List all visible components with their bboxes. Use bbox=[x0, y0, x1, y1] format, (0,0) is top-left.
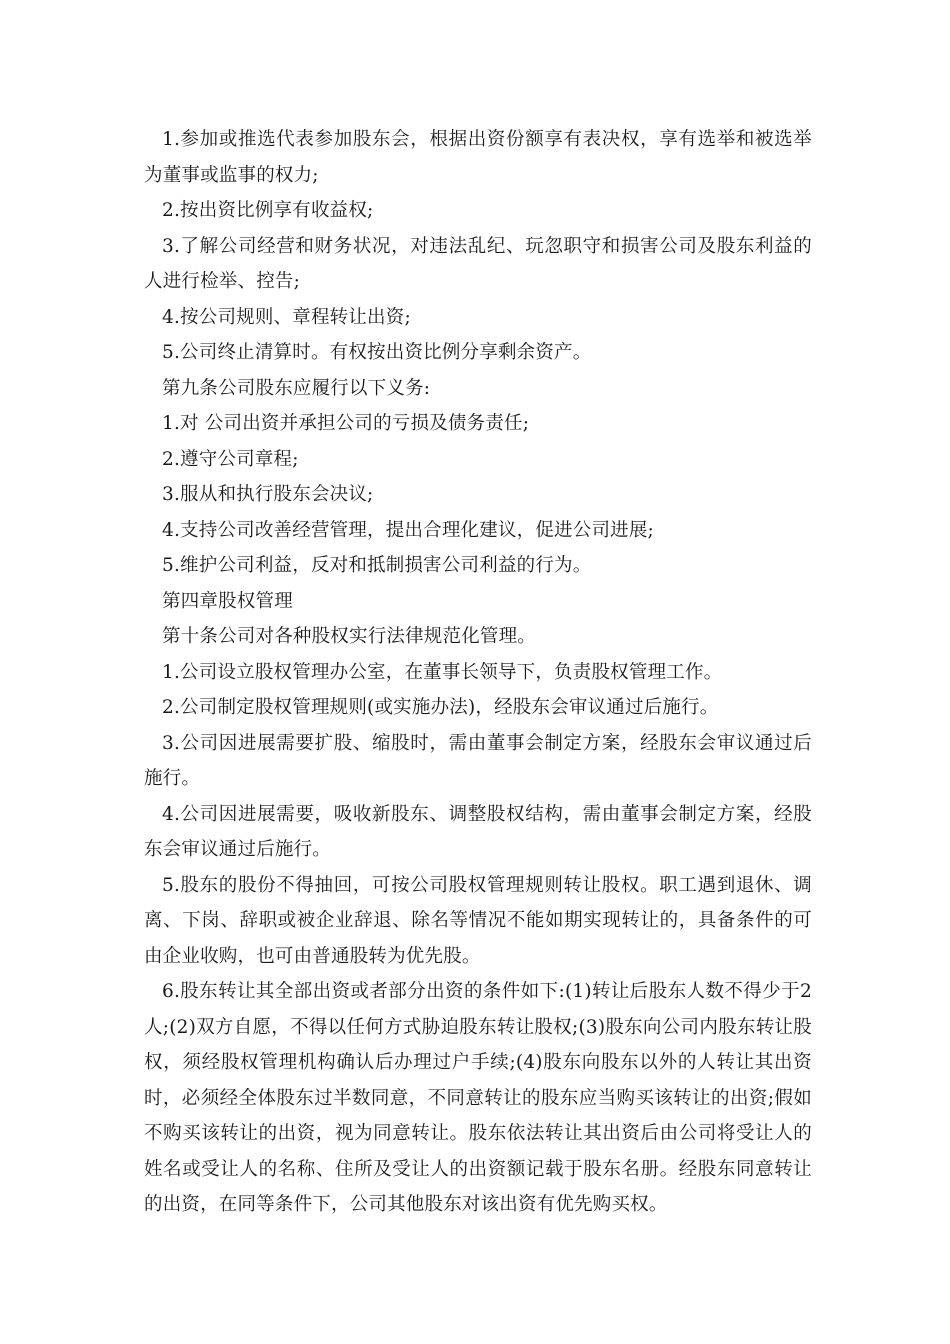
paragraph-shareholder-right-5: 5.公司终止清算时。有权按出资比例分享剩余资产。 bbox=[162, 342, 592, 363]
paragraph-equity-5: 5.股东的股份不得抽回，可按公司股权管理规则转让股权。职工遇到退休、调离、下岗、辞职或被企业辞退、除名等情况不能如期实现转让的，具备条件的可由企业收购，也可由普通股转为优先股。 bbox=[144, 874, 812, 967]
paragraph-obligation-2: 2.遵守公司章程; bbox=[162, 448, 299, 470]
article-9-heading: 第九条公司股东应履行以下义务: bbox=[162, 377, 431, 399]
paragraph-obligation-3: 3.服从和执行股东会决议; bbox=[162, 484, 374, 505]
paragraph-equity-4: 4.公司因进展需要，吸收新股东、调整股权结构，需由董事会制定方案，经股东会审议通过后施行。 bbox=[144, 803, 812, 860]
paragraph-obligation-1: 1.对 公司出资并承担公司的亏损及债务责任; bbox=[162, 413, 530, 434]
chapter-4-heading: 第四章股权管理 bbox=[162, 590, 293, 612]
paragraph-obligation-4: 4.支持公司改善经营管理，提出合理化建议，促进公司进展; bbox=[162, 519, 654, 541]
article-10-heading: 第十条公司对各种股权实行法律规范化管理。 bbox=[162, 626, 537, 647]
paragraph-equity-2: 2.公司制定股权管理规则(或实施办法)，经股东会审议通过后施行。 bbox=[162, 697, 719, 718]
paragraph-equity-3: 3.公司因进展需要扩股、缩股时，需由董事会制定方案，经股东会审议通过后施行。 bbox=[144, 732, 812, 789]
document-body bbox=[144, 122, 812, 1223]
paragraph-shareholder-right-4: 4.按公司规则、章程转让出资; bbox=[162, 306, 411, 328]
paragraph-shareholder-right-2: 2.按出资比例享有收益权; bbox=[162, 200, 374, 221]
paragraph-shareholder-right-3: 3.了解公司经营和财务状况，对违法乱纪、玩忽职守和损害公司及股东利益的人进行检举、控告; bbox=[144, 235, 812, 292]
paragraph-equity-1: 1.公司设立股权管理办公室，在董事长领导下，负责股权管理工作。 bbox=[162, 661, 723, 683]
paragraph-equity-6: 6.股东转让其全部出资或者部分出资的条件如下:(1)转让后股东人数不得少于2人;(2)双方自愿，不得以任何方式胁迫股东转让股权;(3)股东向公司内股东转让股权，须经股权管理机构确认后办理过户手续;(4)股东向股东以外的人转让其出资时，必须经全体股东过半数同意，不同意转让的股东应当购买该转让的出资;假如不购买该转让的出资，视为同意转让。股东依法转让其出资后由公司将受让人的姓名或受让人的名称、住所及受让人的出资额记载于股东名册。经股东同意转让的出资，在同等条件下，公司其他股东对该出资有优先购买权。 bbox=[144, 981, 812, 1215]
paragraph-shareholder-right-1: 1.参加或推选代表参加股东会，根据出资份额享有表决权，享有选举和被选举为董事或监事的权力; bbox=[144, 129, 812, 186]
paragraph-obligation-5: 5.维护公司利益，反对和抵制损害公司利益的行为。 bbox=[162, 555, 592, 576]
